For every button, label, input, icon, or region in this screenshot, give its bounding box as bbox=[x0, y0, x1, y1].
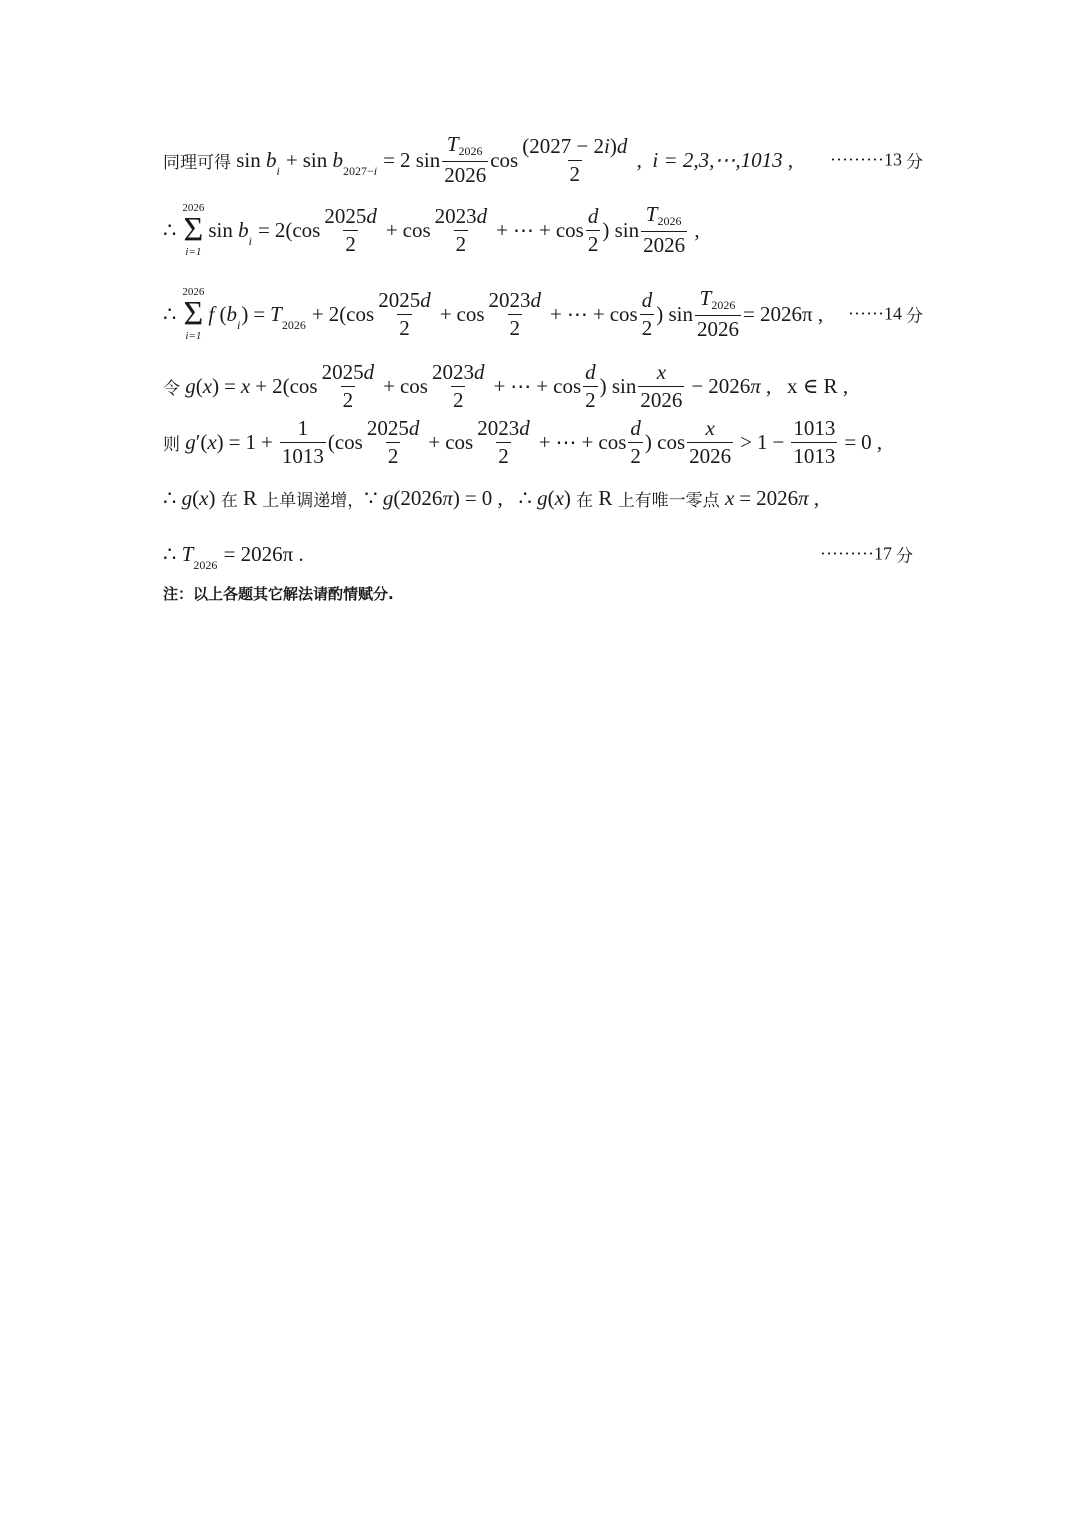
formula-line-1: 同理可得 $\sin b_i + \sin b_{2027-i} = 2$ sin $\frac{T2026}{2026}$ cos $\frac{(2027 - 2i)d}{2}$ , i = 2,3,⋯,1013 , ·········13 分 bbox=[163, 132, 923, 187]
line7-result: = 2026π . bbox=[223, 541, 304, 566]
summation-symbol: 2026 Σ i=1 bbox=[182, 202, 205, 258]
therefore-symbol: ∴ bbox=[163, 217, 177, 242]
line4-domain: x ∈ R bbox=[787, 373, 838, 398]
formula-line-4: 令 g(x) = x + 2(cos $\frac{2025d}{2}$ + cos $\frac{2023d}{2}$ + ⋯ + cos $\frac{d}{2}$ ) sin $\frac{x}{2026}$ − 2026π , x ∈ R , bbox=[163, 359, 849, 412]
score-mark-13: ·········13 分 bbox=[830, 149, 923, 173]
formula-line-6: ∴ g(x) 在 R 上单调递增 ， ∵ g(2026π) = 0 , ∴ g(x) 在 R 上有唯一零点 x = 2026π , bbox=[163, 485, 820, 511]
formula-line-2: ∴ 2026 Σ i=1 $\sin b_i = 2(\cos$ $\frac{2025d}{2}$ + cos $\frac{2023d}{2}$ + ⋯ + cos $\frac{d}{2}$ ) sin $\frac{T2026}{2026}$ , bbox=[163, 202, 700, 258]
formula-line-5: 则 g′(x) = 1 + $\frac{1}{1013}$ (cos $\frac{2025d}{2}$ + cos $\frac{2023d}{2}$ + ⋯ + cos $\frac{d}{2}$ ) cos $\frac{x}{2026}$ > 1 − $\frac{1013}{1013}$ = 0 , bbox=[163, 415, 883, 468]
score-mark-14: ······14 分 bbox=[848, 303, 923, 327]
fraction-2027-2i-d-over-2: $\frac{(2027 - 2i)d}{2}$ bbox=[522, 133, 628, 186]
score-mark-17: ·········17 分 bbox=[820, 543, 913, 567]
line1-lhs: $\sin b_i + \sin b_{2027-i} = 2$ sin bbox=[231, 147, 441, 178]
formula-line-3: ∴ 2026 Σ i=1 f $(b_i) = T_{2026} + 2(\cos$ $\frac{2025d}{2}$ + cos $\frac{2023d}{2}$ + ⋯ + cos $\frac{d}{2}$ ) sin $\frac{T2026}{2026}$ = 2026π , ······14 分 bbox=[163, 286, 923, 342]
grading-note: 注：以上各题其它解法请酌情赋分. bbox=[163, 585, 394, 603]
formula-line-7: ∴ $T_{2026}$ = 2026π . ·········17 分 bbox=[163, 541, 913, 572]
line1-condition: i = 2,3,⋯,1013 bbox=[652, 147, 783, 172]
summation-symbol: 2026 Σ i=1 bbox=[182, 286, 205, 342]
line1-prefix: 同理可得 bbox=[163, 152, 231, 173]
fraction-T2026-over-2026: $\frac{T2026}{2026}$ bbox=[444, 132, 487, 187]
line3-result: = 2026π bbox=[742, 301, 813, 326]
